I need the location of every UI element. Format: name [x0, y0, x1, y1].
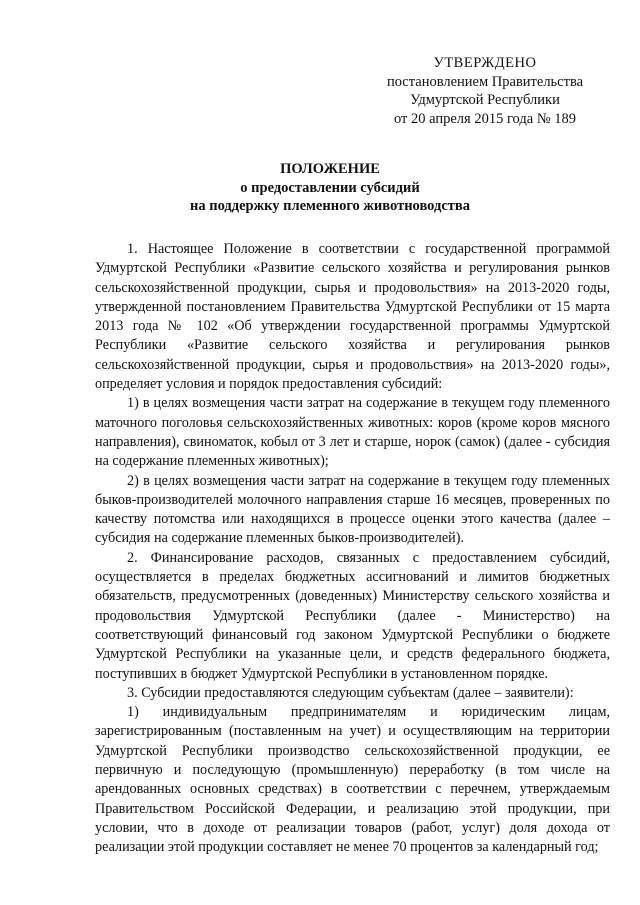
- approval-stamp: [360, 54, 610, 128]
- paragraph-1-item-2: 2) в целях возмещения части затрат на содержание в текущем году племенных быков-производителей молочного направления старше 16 месяцев, проверенных по качеству потомства или находящихся в процессе оценки этого качества (далее – субсидия на содержание племенных быков-производителей).: [95, 472, 610, 547]
- approval-heading: УТВЕРЖДЕНО: [433, 55, 537, 71]
- title-line-2: на поддержку племенного животноводства: [190, 198, 470, 214]
- title-heading: ПОЛОЖЕНИЕ: [280, 161, 380, 177]
- paragraph-3-item-1: 1) индивидуальным предпринимателям и юридическим лицам, зарегистрированным (поставленным на учет) и осуществляющим на территории Удмуртской Республики производство сельскохозяйственной продукции, ее первичную и последующую (промышленную) переработку (в том числе на арендованных основных средствах) в соответствии с перечнем, утверждаемым Правительством Российской Федерации, и реализацию этой продукции, при условии, что в доходе от реализации товаров (работ, услуг) доля дохода от реализации этой продукции составляет не менее 70 процентов за календарный год;: [95, 704, 610, 856]
- approval-line-2: Удмуртской Республики: [410, 92, 560, 108]
- paragraph-1-item-1: 1) в целях возмещения части затрат на содержание в текущем году племенного маточного поголовья сельскохозяйственных животных: коров (кроме коров мясного направления), свиноматок, кобыл от 3 лет и старше, норок (самок) (далее - субсидия на содержание племенных животных);: [95, 395, 610, 470]
- document-body: [95, 240, 610, 858]
- paragraph-1: 1. Настоящее Положение в соответствии с государственной программой Удмуртской Республики «Развитие сельского хозяйства и регулирования рынков сельскохозяйственной продукции, сырья и продовольствия» на 2013-2020 годы, утвержденной постановлением Правительства Удмуртской Республики от 15 марта 2013 года № 102 «Об утверждении государственной программы Удмуртской Республики «Развитие сельского хозяйства и регулирования рынков сельскохозяйственной продукции, сырья и продовольствия» на 2013-2020 годы», определяет условия и порядок предоставления субсидий:: [95, 241, 610, 393]
- approval-line-3: от 20 апреля 2015 года № 189: [393, 110, 577, 127]
- approval-line-1: постановлением Правительства: [386, 73, 584, 90]
- paragraph-2: 2. Финансирование расходов, связанных с предоставлением субсидий, осуществляется в пределах бюджетных ассигнований и лимитов бюджетных обязательств, предусмотренных (доведенных) Министерству сельского хозяйства и продовольствия Удмуртской Республики (далее - Министерство) на соответствующий финансовый год законом Удмуртской Республики о бюджете Удмуртской Республики на указанные цели, и средств федерального бюджета, поступивших в бюджет Удмуртской Республики в установленном порядке.: [95, 549, 610, 682]
- paragraph-3: 3. Субсидии предоставляются следующим субъектам (далее – заявители):: [127, 684, 574, 701]
- title-line-1: о предоставлении субсидий: [240, 179, 420, 196]
- document-title: [100, 160, 560, 216]
